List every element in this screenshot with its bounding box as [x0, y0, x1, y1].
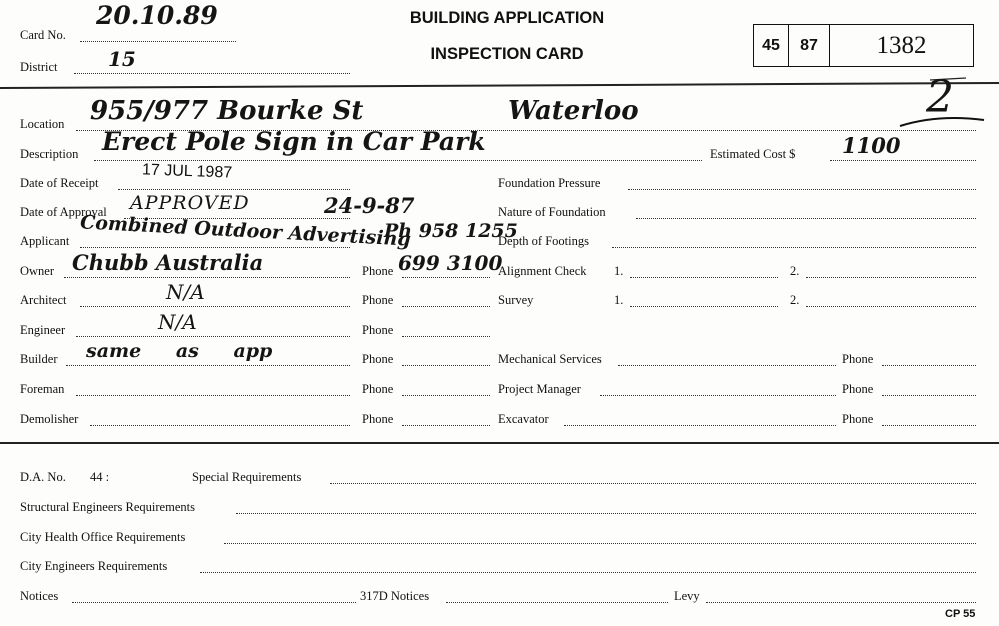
header-divider — [0, 74, 999, 94]
alignment-check-label: Alignment Check — [498, 264, 587, 278]
da-no-value: 44 : — [90, 470, 110, 484]
mechanical-services-label: Mechanical Services — [498, 352, 602, 366]
special-requirements-label: Special Requirements — [192, 470, 302, 484]
owner-phone-field[interactable] — [402, 277, 490, 278]
estimated-cost-handwritten: 1100 — [842, 133, 901, 158]
special-requirements-field[interactable] — [330, 483, 976, 484]
applicant-handwritten: Combined Outdoor Advertising — [79, 211, 412, 251]
architect-phone-label: Phone — [362, 293, 394, 307]
card-no-field[interactable] — [80, 41, 236, 42]
card-no-handwritten: 20.10.89 — [96, 1, 218, 30]
excavator-phone-label: Phone — [842, 412, 874, 426]
mark-underline — [898, 112, 988, 132]
applicant-phone-handwritten: Ph 958 1255 — [384, 220, 518, 242]
district-label: District — [20, 60, 58, 74]
number-box-2-text: 87 — [800, 36, 818, 54]
engineer-phone-field[interactable] — [402, 336, 490, 337]
builder-handwritten: same as app — [86, 340, 273, 362]
architect-phone-field[interactable] — [402, 306, 490, 307]
applicant-label: Applicant — [20, 234, 70, 248]
architect-label: Architect — [20, 293, 67, 307]
foreman-field[interactable] — [76, 395, 350, 396]
foreman-label: Foreman — [20, 382, 65, 396]
demolisher-phone-label: Phone — [362, 412, 394, 426]
approval-date-handwritten: 24-9-87 — [324, 193, 415, 218]
notices-317d-label: 317D Notices — [360, 589, 430, 603]
mechanical-services-field[interactable] — [618, 365, 836, 366]
number-box-2 — [788, 24, 830, 67]
project-manager-phone-field[interactable] — [882, 395, 976, 396]
notices-field[interactable] — [72, 602, 356, 603]
form-code: CP 55 — [945, 608, 976, 620]
city-engineers-requirements-label: City Engineers Requirements — [20, 559, 168, 573]
city-health-requirements-label: City Health Office Requirements — [20, 530, 186, 544]
alignment-item-2: 2. — [790, 264, 800, 278]
survey-label: Survey — [498, 293, 534, 307]
description-handwritten: Erect Pole Sign in Car Park — [102, 127, 486, 156]
mechanical-services-phone-label: Phone — [842, 352, 874, 366]
description-field[interactable] — [94, 160, 702, 161]
notices-label: Notices — [20, 589, 59, 603]
city-health-requirements-field[interactable] — [224, 543, 976, 544]
owner-phone-label: Phone — [362, 264, 394, 278]
estimated-cost-label: Estimated Cost $ — [710, 147, 796, 161]
nature-of-foundation-field[interactable] — [636, 218, 976, 219]
alignment-check-field-1[interactable] — [630, 277, 778, 278]
excavator-field[interactable] — [564, 425, 836, 426]
project-manager-field[interactable] — [600, 395, 836, 396]
description-label: Description — [20, 147, 79, 161]
number-box-1 — [753, 24, 789, 67]
foundation-pressure-field[interactable] — [628, 189, 976, 190]
city-engineers-requirements-field[interactable] — [200, 572, 976, 573]
depth-of-footings-label: Depth of Footings — [498, 234, 589, 248]
survey-field-2[interactable] — [806, 306, 976, 307]
depth-of-footings-field[interactable] — [612, 247, 976, 248]
approval-status-handwritten: APPROVED — [130, 192, 250, 214]
survey-field-1[interactable] — [630, 306, 778, 307]
excavator-phone-field[interactable] — [882, 425, 976, 426]
location-label: Location — [20, 117, 65, 131]
date-of-receipt-label: Date of Receipt — [20, 176, 99, 190]
mechanical-services-phone-field[interactable] — [882, 365, 976, 366]
project-manager-phone-label: Phone — [842, 382, 874, 396]
builder-field[interactable] — [66, 365, 350, 366]
applicant-field[interactable] — [80, 247, 350, 248]
structural-requirements-field[interactable] — [236, 513, 976, 514]
nature-of-foundation-label: Nature of Foundation — [498, 205, 606, 219]
section-divider — [0, 442, 999, 444]
location-handwritten: 955/977 Bourke St — [90, 96, 364, 126]
alignment-item-1: 1. — [614, 264, 624, 278]
foreman-phone-label: Phone — [362, 382, 394, 396]
date-of-approval-label: Date of Approval — [20, 205, 107, 219]
estimated-cost-field[interactable] — [830, 160, 976, 161]
engineer-label: Engineer — [20, 323, 66, 337]
excavator-label: Excavator — [498, 412, 549, 426]
structural-requirements-label: Structural Engineers Requirements — [20, 500, 195, 514]
notices-317d-field[interactable] — [446, 602, 668, 603]
title-line-1: BUILDING APPLICATION — [409, 9, 605, 27]
alignment-check-field-2[interactable] — [806, 277, 976, 278]
demolisher-field[interactable] — [90, 425, 350, 426]
builder-label: Builder — [20, 352, 58, 366]
builder-phone-field[interactable] — [402, 365, 490, 366]
engineer-handwritten: N/A — [158, 310, 197, 334]
number-box-1-text: 45 — [762, 36, 780, 54]
owner-phone-handwritten: 699 3100 — [398, 251, 503, 275]
location-suburb-handwritten: Waterloo — [508, 96, 639, 126]
title-line-2: INSPECTION CARD — [430, 45, 584, 63]
da-no-label: D.A. No. — [20, 470, 66, 484]
survey-item-2: 2. — [790, 293, 800, 307]
foreman-phone-field[interactable] — [402, 395, 490, 396]
demolisher-phone-field[interactable] — [402, 425, 490, 426]
handwritten-mark: 2 — [926, 72, 954, 123]
survey-item-1: 1. — [614, 293, 624, 307]
architect-field[interactable] — [80, 306, 350, 307]
foundation-pressure-label: Foundation Pressure — [498, 176, 601, 190]
owner-label: Owner — [20, 264, 55, 278]
owner-handwritten: Chubb Australia — [72, 250, 264, 275]
date-of-receipt-stamp: 17 JUL 1987 — [141, 161, 233, 182]
district-handwritten: 15 — [108, 47, 136, 71]
engineer-field[interactable] — [76, 336, 350, 337]
owner-field[interactable] — [64, 277, 350, 278]
architect-handwritten: N/A — [166, 280, 205, 304]
levy-label: Levy — [674, 589, 700, 603]
project-manager-label: Project Manager — [498, 382, 581, 396]
number-box-3 — [829, 24, 974, 67]
card-no-label: Card No. — [20, 28, 66, 42]
builder-phone-label: Phone — [362, 352, 394, 366]
engineer-phone-label: Phone — [362, 323, 394, 337]
date-of-receipt-field[interactable] — [118, 189, 350, 190]
levy-field[interactable] — [706, 602, 976, 603]
demolisher-label: Demolisher — [20, 412, 79, 426]
number-box-3-text: 1382 — [876, 31, 927, 59]
